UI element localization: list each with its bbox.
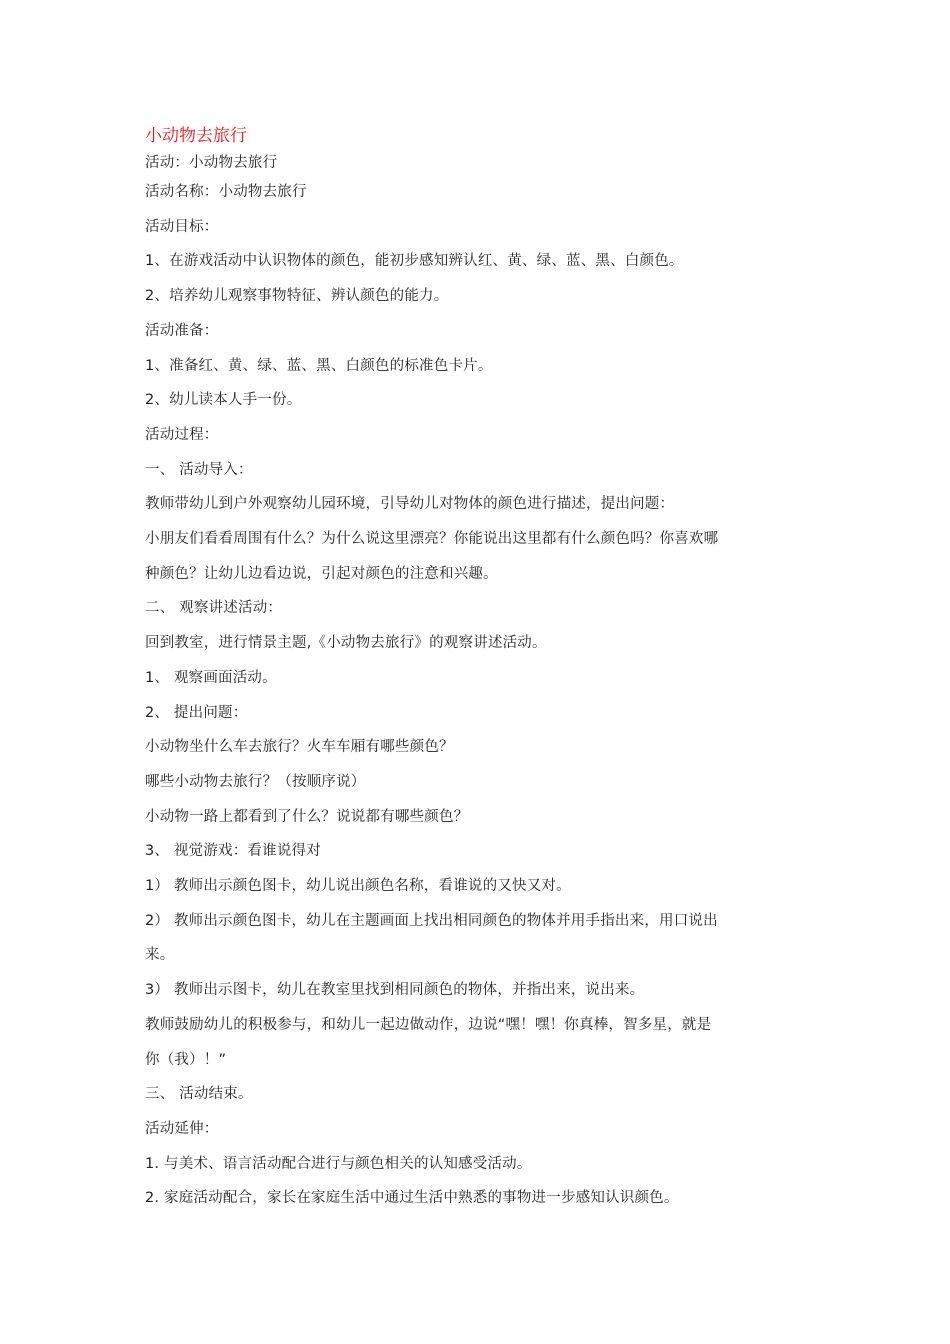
text-line: 3） 教师出示图卡，幼儿在教室里找到相同颜色的物体，并指出来，说出来。 (145, 982, 645, 999)
text-line: 你（我）！” (145, 1051, 227, 1068)
text-line: 小动物坐什么车去旅行？火车车厢有哪些颜色？ (145, 739, 454, 756)
text-line: 教师带幼儿到户外观察幼儿园环境，引导幼儿对物体的颜色进行描述，提出问题： (145, 496, 675, 513)
text-line: 哪些小动物去旅行？（按顺序说） (145, 773, 366, 790)
text-line: 2、培养幼儿观察事物特征、辨认颜色的能力。 (145, 288, 449, 305)
text-line: 1） 教师出示颜色图卡，幼儿说出颜色名称，看谁说的又快又对。 (145, 878, 571, 895)
text-line: 二、 观察讲述活动： (145, 600, 283, 617)
text-line: 小朋友们看看周围有什么？为什么说这里漂亮？你能说出这里都有什么颜色吗？你喜欢哪 (145, 531, 719, 548)
text-line: 回到教室，进行情景主题,《小动物去旅行》的观察讲述活动。 (145, 635, 547, 652)
text-line: 来。 (145, 947, 175, 964)
text-line: 活动准备： (145, 322, 219, 339)
document-page (145, 121, 805, 1216)
text-line: 种颜色？让幼儿边看边说，引起对颜色的注意和兴趣。 (145, 565, 498, 582)
text-line: 活动过程： (145, 426, 219, 443)
text-line: 教师鼓励幼儿的积极参与，和幼儿一起边做动作，边说“嘿！嘿！你真棒，智多星，就是 (145, 1016, 712, 1033)
text-line: 2. 家庭活动配合，家长在家庭生活中通过生活中熟悉的事物进一步感知认识颜色。 (145, 1190, 679, 1207)
text-line: 活动：小动物去旅行 (145, 155, 278, 171)
document-title: 小动物去旅行 (145, 126, 247, 146)
text-line: 1、 观察画面活动。 (145, 669, 277, 686)
text-line: 一、 活动导入： (145, 461, 253, 478)
text-line: 1、在游戏活动中认识物体的颜色，能初步感知辨认红、黄、绿、蓝、黑、白颜色。 (145, 253, 684, 270)
text-line: 1、准备红、黄、绿、蓝、黑、白颜色的标准色卡片。 (145, 357, 493, 374)
text-line: 活动目标： (145, 218, 219, 235)
text-line: 小动物一路上都看到了什么？说说都有哪些颜色？ (145, 808, 469, 825)
text-line: 活动延伸： (145, 1120, 219, 1137)
text-line: 1. 与美术、语言活动配合进行与颜色相关的认知感受活动。 (145, 1155, 532, 1172)
text-line: 3、 视觉游戏：看谁说得对 (145, 843, 321, 860)
text-line: 2、幼儿读本人手一份。 (145, 392, 302, 409)
text-line: 活动名称：小动物去旅行 (145, 184, 307, 200)
text-line: 2） 教师出示颜色图卡，幼儿在主题画面上找出相同颜色的物体并用手指出来，用口说出 (145, 912, 718, 929)
text-line: 2、 提出问题： (145, 704, 248, 721)
text-line: 三、 活动结束。 (145, 1086, 253, 1103)
